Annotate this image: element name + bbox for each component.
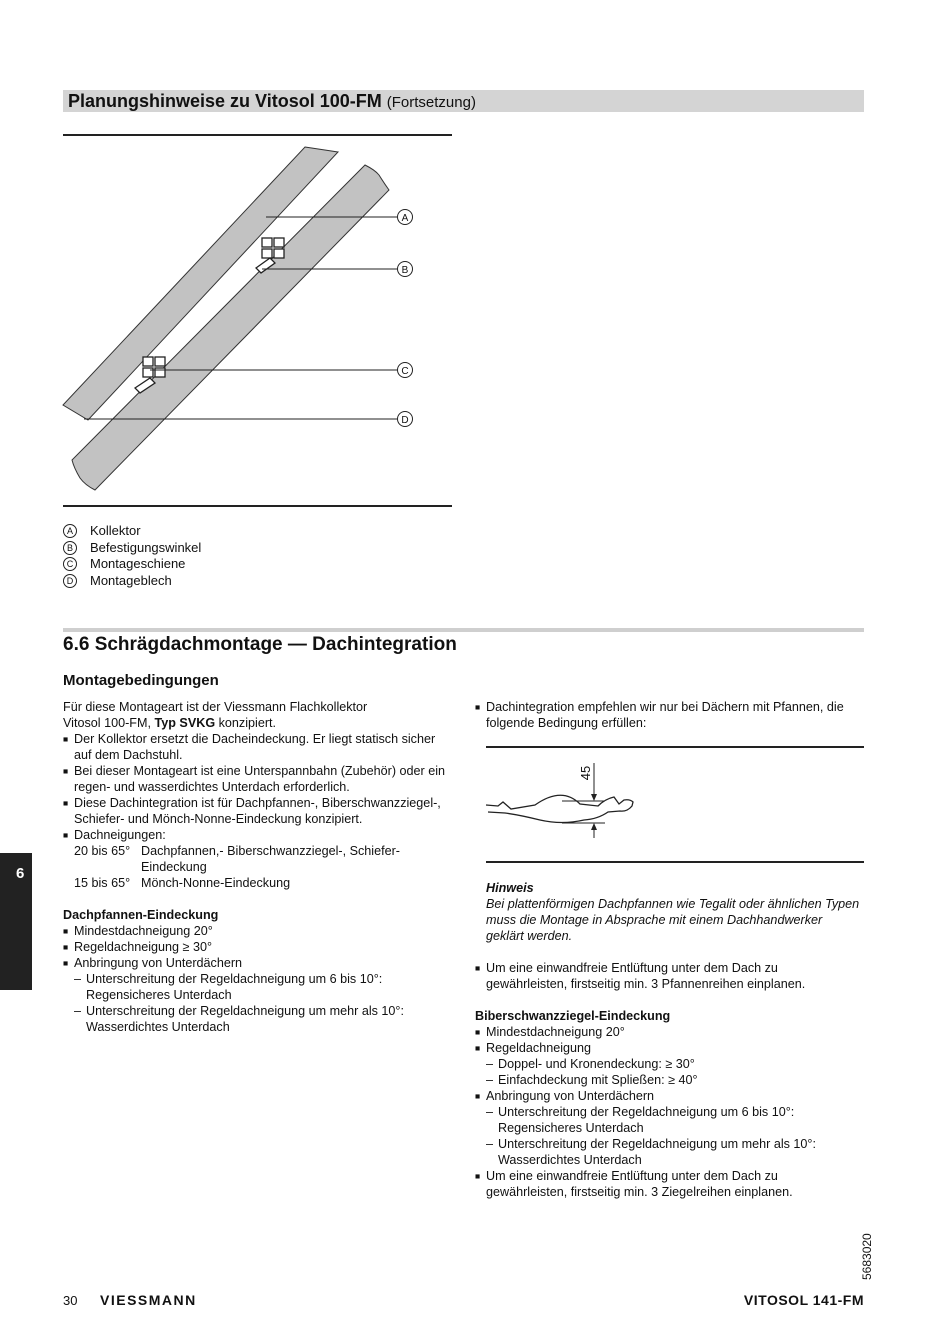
list-item: ■ Dachneigungen: xyxy=(63,827,448,843)
list-item: ■ Dachintegration empfehlen wir nur bei Dächern mit Pfannen, die folgende Bedingung erfüllen: xyxy=(475,699,860,731)
section-subtitle: Montagebedingungen xyxy=(63,672,219,689)
list-item: – Einfachdeckung mit Spließen: ≥ 40° xyxy=(475,1072,860,1088)
list-item: – Unterschreitung der Regeldachneigung um 6 bis 10°: Regensicheres Unterdach xyxy=(63,971,448,1003)
tile-figure-bottom-rule xyxy=(486,861,864,863)
callout-a: A xyxy=(401,213,409,224)
biber-heading: Biberschwanzziegel-Eindeckung xyxy=(475,1009,671,1023)
legend-item xyxy=(63,556,201,573)
list-item: ■ Der Kollektor ersetzt die Dacheindeckung. Er liegt statisch sicher auf dem Dachstuhl. xyxy=(63,731,448,763)
list-item: ■ Regeldachneigung ≥ 30° xyxy=(63,939,448,955)
chapter-tab xyxy=(0,853,32,990)
chapter-number: 6 xyxy=(16,865,25,882)
callout-b: B xyxy=(401,265,409,276)
list-item: – Unterschreitung der Regeldachneigung um mehr als 10°: Wasserdichtes Unterdach xyxy=(63,1003,448,1035)
legend-item xyxy=(63,540,201,557)
list-item: ■ Bei dieser Montageart ist eine Unterspannbahn (Zubehör) oder ein regen- und wasserdichtes Unterdach erforderlich. xyxy=(63,763,448,795)
list-item: – Doppel- und Kronendeckung: ≥ 30° xyxy=(475,1056,860,1072)
list-item: ■ Anbringung von Unterdächern xyxy=(63,955,448,971)
list-item: – Unterschreitung der Regeldachneigung um 6 bis 10°: Regensicheres Unterdach xyxy=(475,1104,860,1136)
viessmann-logo: VIESSMANN xyxy=(100,1292,197,1308)
legend-letter: C xyxy=(63,557,77,571)
note-text: Bei plattenförmigen Dachpfannen wie Tegalit oder ähnlichen Typen muss die Montage in Absprache mit einem Dachhandwerker geklärt werden. xyxy=(486,897,860,943)
product-name: VITOSOL 141-FM xyxy=(743,1292,864,1308)
page-number: 30 xyxy=(63,1293,78,1308)
list-item: ■ Um eine einwandfreie Entlüftung unter dem Dach zu gewährleisten, firstseitig min. 3 Pfannenreihen einplanen. xyxy=(475,960,860,992)
figure-top-rule xyxy=(63,134,452,136)
tile-profile-diagram xyxy=(480,752,660,852)
legend-letter: A xyxy=(63,524,77,538)
roof-pitch-range: 20 bis 65° Dachpfannen,- Biberschwanzziegel-, Schiefer-Eindeckung xyxy=(74,844,401,874)
right-column-lower xyxy=(475,880,860,1200)
list-item: ■ Anbringung von Unterdächern xyxy=(475,1088,860,1104)
title-continuation: (Fortsetzung) xyxy=(386,94,476,111)
intro-line-2: Vitosol 100-FM, Typ SVKG konzipiert. xyxy=(63,716,277,730)
note-heading: Hinweis xyxy=(486,881,534,895)
callout-d: D xyxy=(401,415,409,426)
callout-circles xyxy=(398,210,413,427)
mounting-plate-shape xyxy=(72,165,389,490)
figure-bottom-rule xyxy=(63,505,452,507)
list-item: – Unterschreitung der Regeldachneigung um mehr als 10°: Wasserdichtes Unterdach xyxy=(475,1136,860,1168)
legend-letter: B xyxy=(63,541,77,555)
list-item: ■ Diese Dachintegration ist für Dachpfannen-, Biberschwanzziegel-, Schiefer- und Mönch-Nonne-Eindeckung konzipiert. xyxy=(63,795,448,827)
legend-text: Kollektor xyxy=(90,523,141,538)
mounting-diagram xyxy=(55,140,425,500)
dachpfannen-heading: Dachpfannen-Eindeckung xyxy=(63,908,219,922)
legend-item xyxy=(63,523,201,540)
legend-text: Montageschiene xyxy=(90,556,186,571)
list-item: ■ Um eine einwandfreie Entlüftung unter dem Dach zu gewährleisten, firstseitig min. 3 Ziegelreihen einplanen. xyxy=(475,1168,860,1200)
section-title: 6.6 Schrägdachmontage — Dachintegration xyxy=(63,634,457,655)
callout-c: C xyxy=(401,366,409,377)
figure-legend xyxy=(63,523,201,589)
legend-text: Montageblech xyxy=(90,572,172,588)
list-item: ■ Regeldachneigung xyxy=(475,1040,860,1056)
list-item: ■ Mindestdachneigung 20° xyxy=(63,923,448,939)
legend-item xyxy=(63,573,201,590)
document-number: 5683020 xyxy=(860,1233,874,1280)
left-column xyxy=(63,699,448,1035)
legend-letter: D xyxy=(63,574,77,588)
legend-text: Befestigungswinkel xyxy=(90,539,202,555)
dimension-label: 45 xyxy=(578,765,593,781)
intro-line-1: Für diese Montageart ist der Viessmann Flachkollektor xyxy=(63,700,368,714)
tile-figure-top-rule xyxy=(486,746,864,748)
list-item: ■ Mindestdachneigung 20° xyxy=(475,1024,860,1040)
right-column xyxy=(475,699,860,731)
page-title: Planungshinweise zu Vitosol 100-FM (Fortsetzung) xyxy=(68,91,476,111)
section-bar xyxy=(63,628,864,632)
type-name: Typ SVKG xyxy=(154,716,216,730)
tile-profile-shape xyxy=(486,795,633,822)
roof-pitch-range: 15 bis 65° Mönch-Nonne-Eindeckung xyxy=(74,876,291,890)
